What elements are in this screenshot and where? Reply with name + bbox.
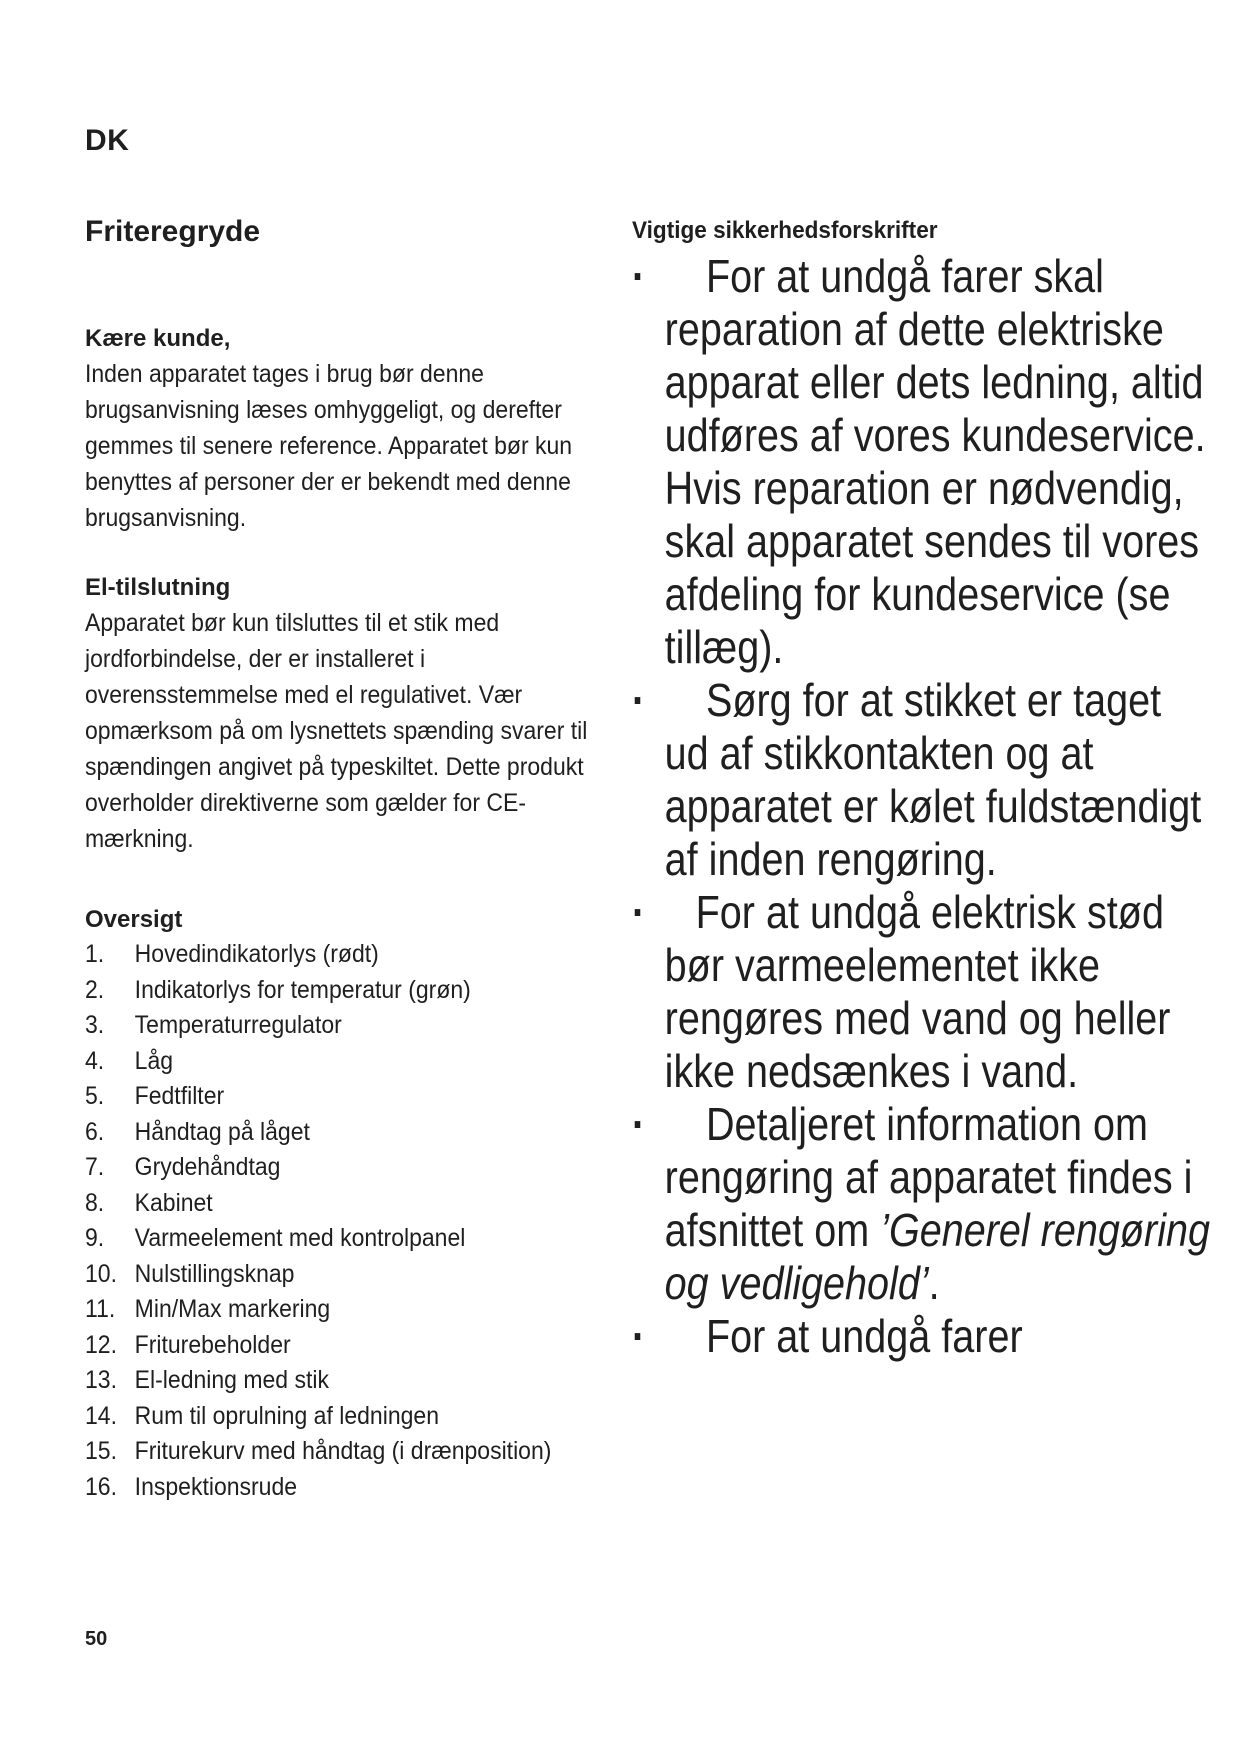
- item-text: Indikatorlys for temperatur (grøn): [134, 975, 471, 1004]
- item-text: Hovedindikatorlys (rødt): [134, 940, 379, 968]
- greeting-body: Inden apparatet tages i brug bør denne brugsanvisning læses omhyggeligt, og derefter gemmes til senere reference. Apparatet bør kun benyttes af personer der er bekendt med denne brugsanvisning.: [85, 360, 573, 532]
- item-number: 8.: [85, 1188, 105, 1217]
- section-reference: ’Generel rengøring og vedligehold’: [664, 1204, 1211, 1309]
- list-item: [85, 1328, 600, 1364]
- list-item: [85, 1150, 600, 1186]
- safety-item-text: For at undgå farer: [705, 1310, 1023, 1362]
- item-number: 3.: [85, 1011, 105, 1039]
- list-item: [85, 1044, 600, 1080]
- safety-item: [632, 674, 1215, 886]
- item-text: Rum til oprulning af ledningen: [134, 1401, 439, 1430]
- item-text: Låg: [134, 1046, 174, 1075]
- right-column: [632, 214, 1211, 1362]
- bullet-icon: ·: [632, 674, 646, 726]
- language-code: DK: [85, 124, 130, 157]
- item-number: 15.: [85, 1437, 117, 1465]
- list-item: [85, 1292, 600, 1328]
- item-text: Friturekurv med håndtag (i drænposition): [134, 1437, 552, 1465]
- list-item: [85, 1363, 600, 1399]
- item-text: Temperaturregulator: [134, 1011, 342, 1039]
- item-number: 10.: [85, 1259, 117, 1288]
- document-title: Friteregryde: [85, 215, 261, 248]
- item-text: Håndtag på låget: [134, 1117, 310, 1146]
- item-number: 1.: [85, 940, 105, 968]
- safety-item: [632, 1310, 1215, 1363]
- safety-list: [632, 250, 1212, 1363]
- item-text: Nulstillingsknap: [134, 1259, 295, 1288]
- safety-heading: Vigtige sikkerhedsforskrifter: [632, 217, 938, 244]
- bullet-icon: ·: [632, 250, 646, 302]
- safety-item: [632, 1098, 1215, 1310]
- item-number: 13.: [85, 1366, 117, 1394]
- item-text: Friturebeholder: [134, 1330, 291, 1359]
- power-connection-section: [85, 571, 645, 857]
- safety-item-text: Sørg for at stikket er taget ud af stikkontakten og at apparatet er kølet fuldstændigt af inden rengøring.: [664, 674, 1202, 885]
- safety-item-text: Detaljeret information om rengøring af apparatet findes i afsnittet om: [664, 1098, 1193, 1256]
- item-number: 6.: [85, 1117, 105, 1146]
- item-number: 12.: [85, 1330, 117, 1359]
- item-number: 7.: [85, 1153, 105, 1181]
- greeting-heading: Kære kunde,: [85, 325, 231, 352]
- item-number: 5.: [85, 1082, 105, 1110]
- power-connection-body: Apparatet bør kun tilsluttes til et stik med jordforbindelse, der er installeret i overensstemmelse med el regulativet. Vær opmærksom på om lysnettets spænding svarer til spændingen angivet på typeskiltet. Dette produkt overholder direktiverne som gælder for CE-mærkning.: [85, 609, 588, 853]
- item-text: Fedtfilter: [134, 1082, 225, 1110]
- item-text: El-ledning med stik: [134, 1366, 330, 1394]
- greeting-section: [85, 322, 645, 536]
- power-connection-heading: El-tilslutning: [85, 574, 231, 601]
- list-item: [85, 1221, 600, 1257]
- item-text: Grydehåndtag: [134, 1153, 281, 1181]
- item-number: 4.: [85, 1046, 105, 1075]
- list-item: [85, 973, 600, 1009]
- item-number: 11.: [85, 1295, 116, 1323]
- bullet-icon: ·: [632, 1098, 646, 1150]
- page-number: 50: [85, 1628, 108, 1650]
- item-number: 2.: [85, 975, 105, 1004]
- bullet-icon: ·: [632, 886, 646, 938]
- list-item: [85, 1008, 600, 1044]
- item-number: 9.: [85, 1224, 105, 1252]
- safety-item-text: For at undgå elektrisk stød bør varmeelementet ikke rengøres med vand og heller ikke nedsænkes i vand.: [664, 886, 1171, 1097]
- list-item: [85, 1399, 600, 1435]
- list-item: [85, 1186, 600, 1222]
- safety-item-suffix: .: [928, 1257, 940, 1309]
- safety-item: [632, 886, 1215, 1098]
- safety-item-text: For at undgå farer skal reparation af dette elektriske apparat eller dets ledning, altid udføres af vores kundeservice. Hvis reparation er nødvendig, skal apparatet sendes til vores afdeling for kundeservice (se tillæg).: [664, 250, 1206, 673]
- list-item: [85, 1470, 600, 1506]
- overview-heading: Oversigt: [85, 906, 183, 933]
- item-text: Varmeelement med kontrolpanel: [134, 1224, 466, 1252]
- overview-section: [85, 903, 645, 1505]
- list-item: [85, 1079, 600, 1115]
- left-column: [85, 212, 605, 1501]
- item-number: 14.: [85, 1401, 117, 1430]
- item-number: 16.: [85, 1472, 117, 1501]
- bullet-icon: ·: [632, 1310, 646, 1362]
- item-text: Inspektionsrude: [134, 1472, 298, 1501]
- item-text: Kabinet: [134, 1188, 213, 1217]
- list-item: [85, 1257, 600, 1293]
- safety-item: [632, 250, 1215, 674]
- item-text: Min/Max markering: [134, 1295, 331, 1323]
- list-item: [85, 1115, 600, 1151]
- list-item: [85, 937, 600, 973]
- list-item: [85, 1434, 600, 1470]
- overview-list: [85, 937, 645, 1505]
